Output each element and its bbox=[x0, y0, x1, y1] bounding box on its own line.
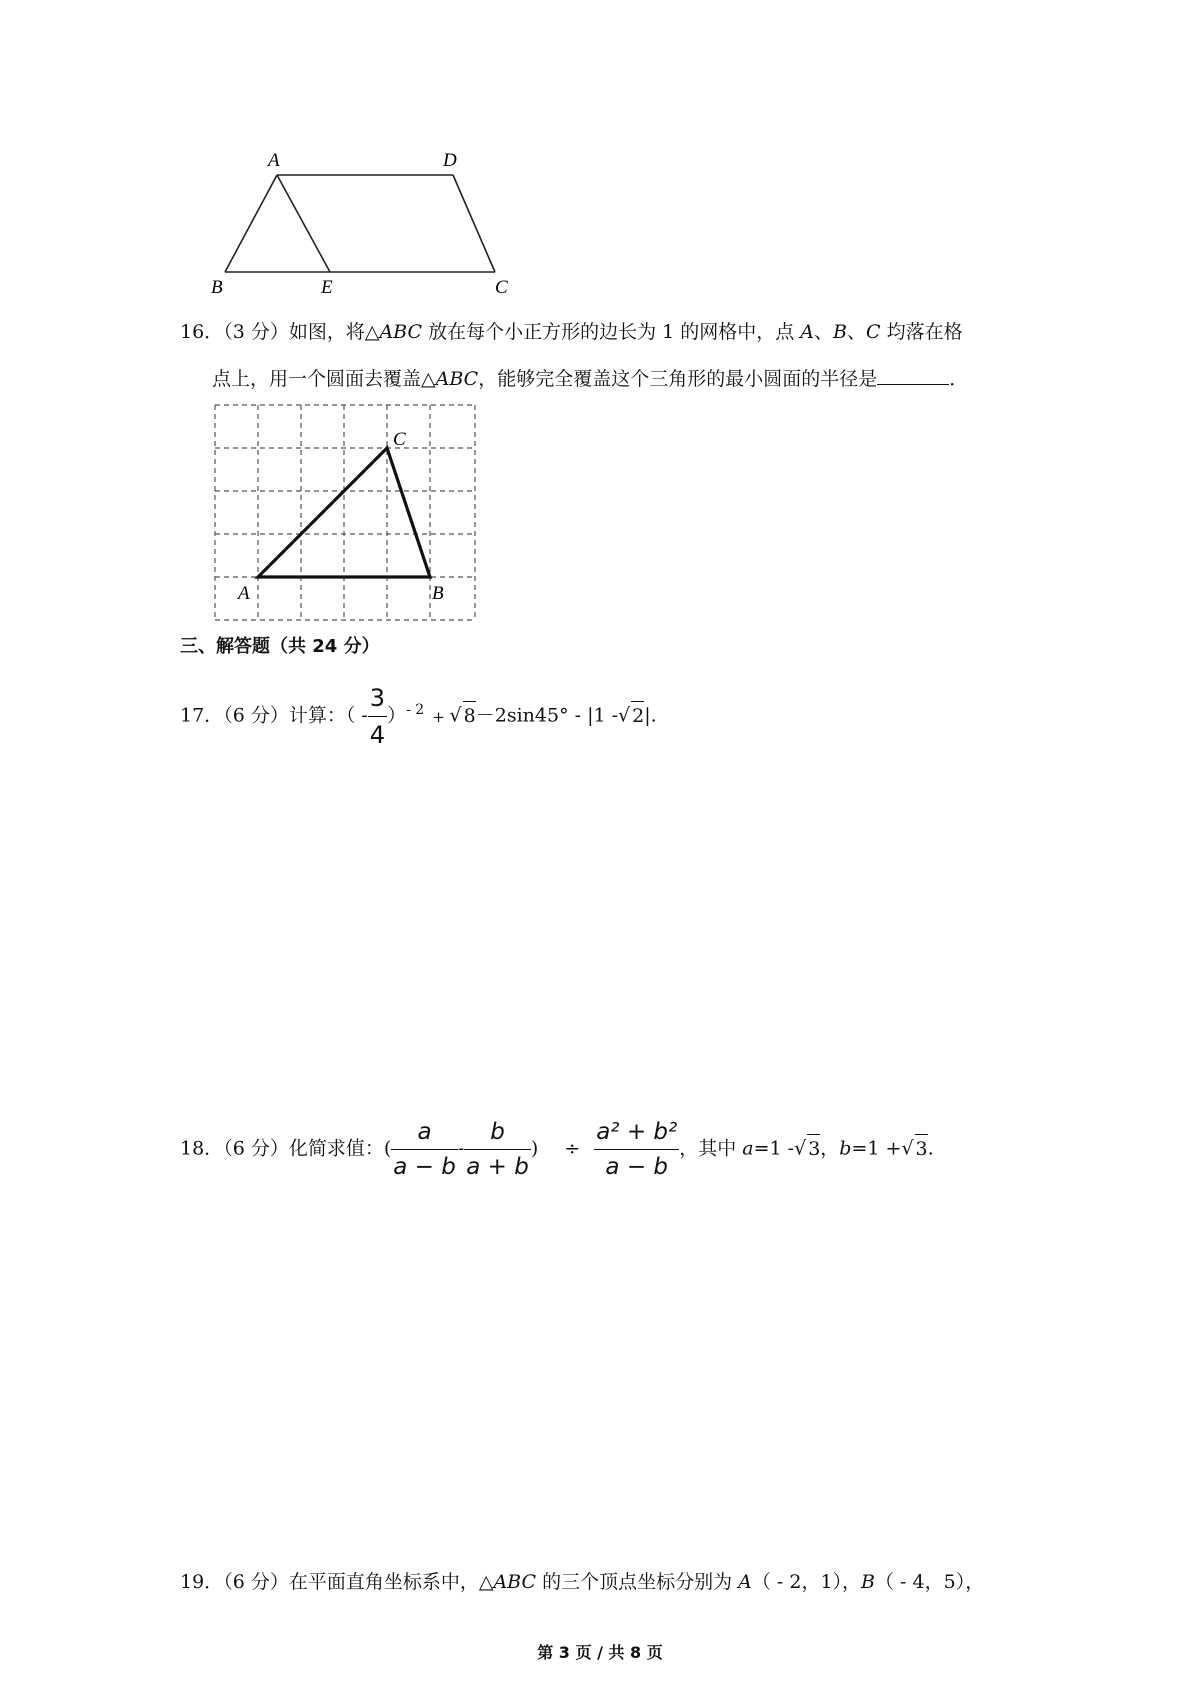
label-e: E bbox=[321, 277, 333, 298]
page-footer: 第 3 页 / 共 8 页 bbox=[537, 1643, 663, 1662]
q18-text: - bbox=[457, 1137, 465, 1160]
q18-text: . bbox=[927, 1137, 934, 1160]
q16-triangle: ABC bbox=[379, 321, 423, 343]
question-score: （6 分） bbox=[223, 1571, 289, 1593]
fraction-denominator: 4 bbox=[369, 721, 386, 749]
question-19 bbox=[180, 1568, 984, 1596]
q16-text: 如图，将△ bbox=[288, 321, 380, 343]
fraction-denominator: a − b bbox=[393, 1154, 456, 1180]
question-17 bbox=[180, 680, 657, 753]
variable-a: a bbox=[742, 1137, 754, 1160]
question-16-line-2 bbox=[212, 364, 968, 393]
q19-coord-a: （ - 2，1）， bbox=[751, 1571, 862, 1593]
q16-text: 均落在格 bbox=[880, 321, 963, 343]
segment-dc bbox=[453, 175, 495, 272]
fraction-denominator: a − b bbox=[605, 1154, 669, 1180]
fraction-sum-of-squares bbox=[594, 1115, 679, 1184]
q19-text: 的三个顶点坐标分别为 bbox=[536, 1571, 739, 1593]
label-c: C bbox=[393, 429, 406, 450]
fraction-numerator: b bbox=[464, 1115, 531, 1150]
fraction-numerator: 3 bbox=[368, 680, 387, 717]
q19-triangle: ABC bbox=[493, 1571, 537, 1593]
question-16-line-1 bbox=[180, 318, 963, 346]
segment-ae bbox=[277, 175, 330, 272]
fraction-b-over-a-plus-b bbox=[464, 1115, 531, 1184]
q16-text: 放在每个小正方形的边长为 1 的网格中，点 bbox=[422, 321, 801, 343]
label-b: B bbox=[432, 583, 444, 604]
exponent: - 2 bbox=[406, 702, 425, 719]
sqrt-symbol: √ bbox=[618, 704, 631, 727]
q18-text: =1 - bbox=[753, 1137, 795, 1160]
q16-text: ． bbox=[949, 368, 969, 390]
question-number: 18． bbox=[180, 1137, 224, 1160]
question-number: 17． bbox=[180, 704, 224, 727]
q16-point-b: B bbox=[833, 321, 847, 343]
question-score: （6 分） bbox=[223, 1137, 289, 1160]
grid-triangle-figure bbox=[205, 395, 485, 625]
fraction-a-over-a-minus-b bbox=[391, 1115, 458, 1184]
answer-blank bbox=[877, 364, 949, 385]
division-sign: ÷ bbox=[564, 1137, 581, 1160]
radicand: 3 bbox=[915, 1134, 928, 1163]
fraction-three-quarters bbox=[368, 680, 387, 753]
radicand: 8 bbox=[463, 701, 476, 730]
label-c: C bbox=[495, 277, 508, 298]
q16-sep: 、 bbox=[814, 321, 834, 343]
fraction-denominator: a + b bbox=[466, 1154, 529, 1180]
label-d: D bbox=[443, 150, 457, 171]
q18-text: 化简求值：( bbox=[288, 1137, 392, 1160]
question-18 bbox=[180, 1115, 934, 1184]
question-number: 16． bbox=[180, 321, 224, 343]
q18-text: ， bbox=[820, 1137, 840, 1160]
question-score: （3 分） bbox=[223, 321, 289, 343]
parallelogram-figure bbox=[205, 150, 525, 300]
q19-point-b: B bbox=[861, 1571, 876, 1593]
sqrt-symbol: √ bbox=[901, 1137, 914, 1160]
q18-text: ) bbox=[530, 1137, 539, 1160]
q16-sep: 、 bbox=[847, 321, 867, 343]
q18-text: ，其中 bbox=[679, 1137, 743, 1160]
variable-b: b bbox=[839, 1137, 852, 1160]
q17-text: 计算：（ - bbox=[288, 704, 368, 727]
triangle-abc bbox=[258, 448, 430, 577]
q17-text: ） bbox=[387, 704, 407, 727]
q18-text: =1 + bbox=[851, 1137, 902, 1160]
question-number: 19． bbox=[180, 1571, 224, 1593]
section-heading: 三、解答题（共 24 分） bbox=[180, 636, 380, 657]
q19-point-a: A bbox=[738, 1571, 752, 1593]
q16-text: 点上，用一个圆面去覆盖△ bbox=[212, 368, 436, 390]
q17-text: + bbox=[432, 707, 450, 726]
q16-point-c: C bbox=[866, 321, 881, 343]
radicand: 2 bbox=[631, 701, 644, 730]
q19-coord-b: （ - 4，5）， bbox=[875, 1571, 985, 1593]
sqrt-symbol: √ bbox=[794, 1137, 807, 1160]
q19-text: 在平面直角坐标系中，△ bbox=[288, 1571, 494, 1593]
fraction-numerator: a² + b² bbox=[594, 1115, 679, 1150]
label-a: A bbox=[268, 150, 280, 171]
radicand: 3 bbox=[807, 1134, 820, 1163]
q17-text: －2sin45° - |1 - bbox=[475, 704, 619, 727]
question-score: （6 分） bbox=[223, 704, 289, 727]
label-a: A bbox=[238, 583, 250, 604]
q16-text: ，能够完全覆盖这个三角形的最小圆面的半径是 bbox=[478, 368, 878, 390]
segment-ab bbox=[225, 175, 277, 272]
label-b: B bbox=[211, 277, 223, 298]
q17-text: |. bbox=[644, 704, 657, 727]
q16-triangle: ABC bbox=[435, 368, 479, 390]
q16-point-a: A bbox=[800, 321, 815, 343]
sqrt-symbol: √ bbox=[449, 704, 462, 727]
fraction-numerator: a bbox=[391, 1115, 458, 1150]
